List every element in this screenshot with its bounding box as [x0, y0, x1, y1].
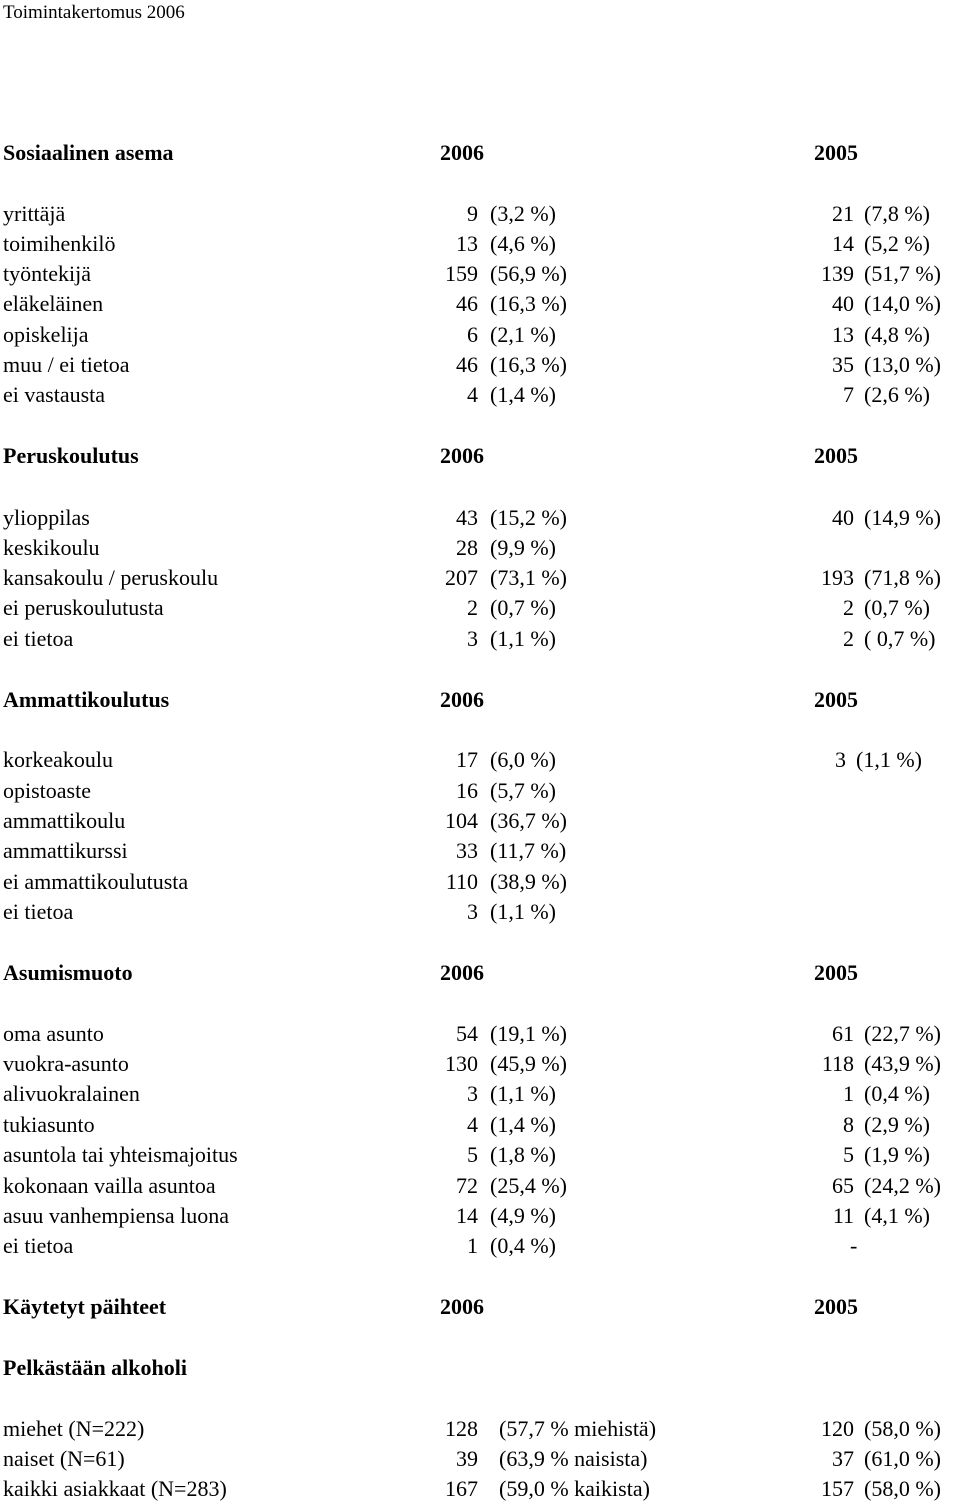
percent-2005: (14,9 %) — [864, 505, 941, 530]
percent-2005: (0,7 %) — [864, 595, 930, 620]
count-2005: 118 — [821, 1051, 854, 1076]
count-2005: 14 — [832, 231, 854, 256]
table-row — [0, 503, 960, 533]
count-2006: 167 — [445, 1476, 478, 1501]
count-2006: 6 — [467, 322, 478, 347]
subsection-title: Pelkästään alkoholi — [3, 1355, 187, 1380]
table-row — [0, 867, 960, 897]
table-row — [0, 593, 960, 623]
year-2005-header: 2005 — [814, 140, 858, 165]
percent-2005: (4,1 %) — [864, 1203, 930, 1228]
percent-2006: (25,4 %) — [490, 1173, 567, 1198]
count-2005: 139 — [821, 261, 854, 286]
count-2006: 2 — [467, 595, 478, 620]
row-label: ei peruskoulutusta — [3, 595, 164, 620]
percent-2005: (51,7 %) — [864, 261, 941, 286]
percent-2005: (2,6 %) — [864, 382, 930, 407]
count-2005: 11 — [832, 1203, 854, 1228]
year-2006-header: 2006 — [440, 687, 484, 712]
year-2005-header: 2005 — [814, 443, 858, 468]
table-row — [0, 563, 960, 593]
count-2006: 54 — [456, 1021, 478, 1046]
row-label: yrittäjä — [3, 201, 66, 226]
row-label: asuntola tai yhteismajoitus — [3, 1142, 238, 1167]
percent-2006: (73,1 %) — [490, 565, 567, 590]
row-label: ei ammattikoulutusta — [3, 869, 189, 894]
percent-2006: (6,0 %) — [490, 747, 556, 772]
subsection-heading-pelkastaan-alkoholi — [0, 1353, 960, 1383]
count-2006: 4 — [467, 1112, 478, 1137]
count-2006: 43 — [456, 505, 478, 530]
percent-2006: (1,8 %) — [490, 1142, 556, 1167]
count-2005: 8 — [843, 1112, 854, 1137]
year-2005-header: 2005 — [814, 687, 858, 712]
percent-2006: (4,6 %) — [490, 231, 556, 256]
table-row — [0, 1414, 960, 1444]
percent-2006: (9,9 %) — [490, 535, 556, 560]
count-2005: 2 — [843, 595, 854, 620]
count-2005: 5 — [843, 1142, 854, 1167]
count-2006: 46 — [456, 352, 478, 377]
count-2006: 207 — [445, 565, 478, 590]
count-2006: 104 — [445, 808, 478, 833]
table-row — [0, 1171, 960, 1201]
row-label: keskikoulu — [3, 535, 100, 560]
percent-2005: (13,0 %) — [864, 352, 941, 377]
count-2005: 40 — [832, 291, 854, 316]
table-row — [0, 199, 960, 229]
count-2006: 128 — [445, 1416, 478, 1441]
percent-2005: (1,9 %) — [864, 1142, 930, 1167]
count-2005: 35 — [832, 352, 854, 377]
row-label: kokonaan vailla asuntoa — [3, 1173, 216, 1198]
count-2005: 21 — [832, 201, 854, 226]
table-row — [0, 1140, 960, 1170]
section-title: Sosiaalinen asema — [3, 140, 174, 165]
no-data-dash: - — [850, 1233, 858, 1258]
table-row — [0, 1474, 960, 1504]
count-2006: 3 — [467, 1081, 478, 1106]
count-2006: 72 — [456, 1173, 478, 1198]
row-label: ei tietoa — [3, 1233, 74, 1258]
percent-2006: (11,7 %) — [490, 838, 567, 863]
table-row — [0, 533, 960, 563]
percent-2005: (58,0 %) — [864, 1416, 941, 1441]
percent-2005: (58,0 %) — [864, 1476, 941, 1501]
row-label: ylioppilas — [3, 505, 90, 530]
percent-2006: (15,2 %) — [490, 505, 567, 530]
count-2006: 28 — [456, 535, 478, 560]
percent-2006: (56,9 %) — [490, 261, 567, 286]
percent-2006: (2,1 %) — [490, 322, 556, 347]
row-label: alivuokralainen — [3, 1081, 140, 1106]
count-2006: 13 — [456, 231, 478, 256]
percent-2005: (1,1 %) — [856, 747, 922, 772]
percent-2006: (4,9 %) — [490, 1203, 556, 1228]
count-2006: 1 — [467, 1233, 478, 1258]
section-heading-peruskoulutus — [0, 441, 960, 471]
table-row — [0, 1444, 960, 1474]
percent-2005: (0,4 %) — [864, 1081, 930, 1106]
table-row — [0, 806, 960, 836]
row-label: korkeakoulu — [3, 747, 113, 772]
row-label: ei tietoa — [3, 626, 74, 651]
table-row — [0, 320, 960, 350]
row-label: ammattikurssi — [3, 838, 128, 863]
count-2005: 13 — [832, 322, 854, 347]
count-2005: 193 — [821, 565, 854, 590]
percent-2006: (63,9 % naisista) — [499, 1446, 648, 1471]
percent-2006: (0,7 %) — [490, 595, 556, 620]
row-label: kaikki asiakkaat (N=283) — [3, 1476, 227, 1501]
row-label: ei tietoa — [3, 899, 74, 924]
section-title: Käytetyt päihteet — [3, 1294, 167, 1319]
table-row — [0, 1110, 960, 1140]
table-row — [0, 380, 960, 410]
table-row — [0, 1019, 960, 1049]
table-row — [0, 836, 960, 866]
row-label: miehet (N=222) — [3, 1416, 145, 1441]
table-row — [0, 259, 960, 289]
year-2006-header: 2006 — [440, 960, 484, 985]
year-2006-header: 2006 — [440, 1294, 484, 1319]
percent-2006: (3,2 %) — [490, 201, 556, 226]
row-label: tukiasunto — [3, 1112, 95, 1137]
count-2006: 9 — [467, 201, 478, 226]
count-2006: 46 — [456, 291, 478, 316]
section-title: Peruskoulutus — [3, 443, 139, 468]
section-heading-ammattikoulutus — [0, 685, 960, 715]
percent-2005: (2,9 %) — [864, 1112, 930, 1137]
table-row — [0, 745, 960, 775]
year-2005-header: 2005 — [814, 1294, 858, 1319]
count-2005: 120 — [821, 1416, 854, 1441]
row-label: oma asunto — [3, 1021, 104, 1046]
count-2006: 130 — [445, 1051, 478, 1076]
percent-2006: (1,4 %) — [490, 382, 556, 407]
percent-2006: (59,0 % kaikista) — [499, 1476, 650, 1501]
table-row — [0, 1049, 960, 1079]
row-label: opiskelija — [3, 322, 89, 347]
percent-2005: (71,8 %) — [864, 565, 941, 590]
count-2006: 33 — [456, 838, 478, 863]
percent-2006: (38,9 %) — [490, 869, 567, 894]
percent-2005: (24,2 %) — [864, 1173, 941, 1198]
count-2006: 3 — [467, 899, 478, 924]
percent-2005: (4,8 %) — [864, 322, 930, 347]
row-label: kansakoulu / peruskoulu — [3, 565, 219, 590]
table-row — [0, 350, 960, 380]
row-label: ammattikoulu — [3, 808, 126, 833]
row-label: toimihenkilö — [3, 231, 116, 256]
table-row — [0, 624, 960, 654]
count-2006: 159 — [445, 261, 478, 286]
percent-2006: (1,1 %) — [490, 626, 556, 651]
percent-2006: (19,1 %) — [490, 1021, 567, 1046]
row-label: vuokra-asunto — [3, 1051, 129, 1076]
count-2006: 39 — [456, 1446, 478, 1471]
year-2005-header: 2005 — [814, 960, 858, 985]
table-row — [0, 1079, 960, 1109]
table-row — [0, 776, 960, 806]
count-2005: 1 — [843, 1081, 854, 1106]
table-row — [0, 1201, 960, 1231]
count-2006: 17 — [456, 747, 478, 772]
percent-2006: (1,4 %) — [490, 1112, 556, 1137]
percent-2005: (61,0 %) — [864, 1446, 941, 1471]
count-2005: 157 — [821, 1476, 854, 1501]
percent-2006: (45,9 %) — [490, 1051, 567, 1076]
count-2006: 4 — [467, 382, 478, 407]
percent-2006: (1,1 %) — [490, 899, 556, 924]
table-row — [0, 897, 960, 927]
count-2005: 61 — [832, 1021, 854, 1046]
year-2006-header: 2006 — [440, 140, 484, 165]
row-label: naiset (N=61) — [3, 1446, 125, 1471]
row-label: muu / ei tietoa — [3, 352, 130, 377]
count-2005: 65 — [832, 1173, 854, 1198]
row-label: ei vastausta — [3, 382, 106, 407]
section-heading-kaytetyt-paihteet — [0, 1292, 960, 1322]
percent-2005: (22,7 %) — [864, 1021, 941, 1046]
table-row — [0, 229, 960, 259]
section-title: Ammattikoulutus — [3, 687, 170, 712]
count-2006: 5 — [467, 1142, 478, 1167]
year-2006-header: 2006 — [440, 443, 484, 468]
percent-2006: (1,1 %) — [490, 1081, 556, 1106]
row-label: asuu vanhempiensa luona — [3, 1203, 230, 1228]
table-row — [0, 1231, 960, 1261]
row-label: työntekijä — [3, 261, 91, 286]
count-2006: 110 — [445, 869, 478, 894]
count-2005: 7 — [843, 382, 854, 407]
percent-2005: ( 0,7 %) — [864, 626, 936, 651]
section-heading-sosiaalinen-asema — [0, 138, 960, 168]
count-2005: 37 — [832, 1446, 854, 1471]
document-header: Toimintakertomus 2006 — [3, 2, 185, 23]
percent-2006: (16,3 %) — [490, 352, 567, 377]
percent-2005: (5,2 %) — [864, 231, 930, 256]
row-label: eläkeläinen — [3, 291, 104, 316]
count-2005: 2 — [843, 626, 854, 651]
percent-2005: (7,8 %) — [864, 201, 930, 226]
percent-2006: (5,7 %) — [490, 778, 556, 803]
count-2006: 3 — [467, 626, 478, 651]
count-2006: 14 — [456, 1203, 478, 1228]
row-label: opistoaste — [3, 778, 91, 803]
percent-2006: (57,7 % miehistä) — [499, 1416, 657, 1441]
count-2005: 3 — [835, 747, 846, 772]
percent-2005: (14,0 %) — [864, 291, 941, 316]
section-title: Asumismuoto — [3, 960, 133, 985]
percent-2006: (16,3 %) — [490, 291, 567, 316]
percent-2006: (36,7 %) — [490, 808, 567, 833]
count-2006: 16 — [456, 778, 478, 803]
table-row — [0, 289, 960, 319]
percent-2005: (43,9 %) — [864, 1051, 941, 1076]
percent-2006: (0,4 %) — [490, 1233, 556, 1258]
count-2005: 40 — [832, 505, 854, 530]
section-heading-asumismuoto — [0, 958, 960, 988]
